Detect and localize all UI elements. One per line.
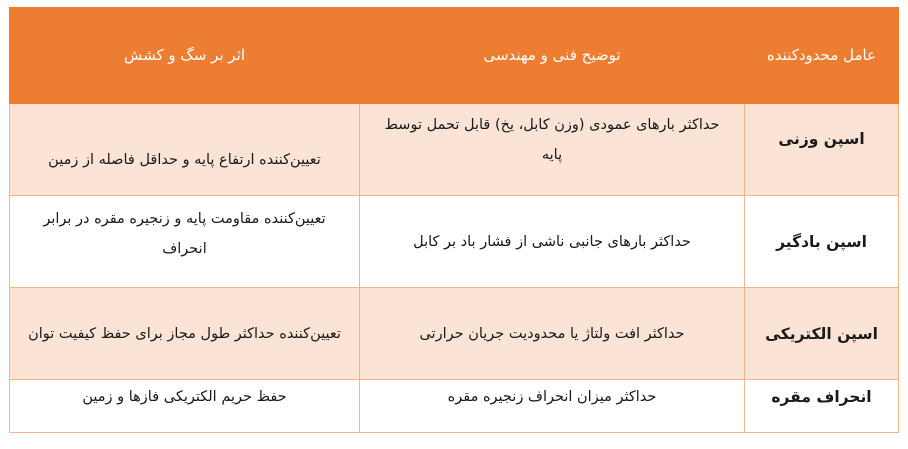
table-container — [9, 7, 898, 433]
table-row — [10, 196, 899, 288]
cell-description: حداکثر افت ولتاژ یا محدودیت جریان حرارتی — [360, 288, 745, 380]
cell-impact: تعیین‌کننده حداکثر طول مجاز برای حفظ کیفیت توان — [10, 288, 360, 380]
cell-factor: اسپن وزنی — [745, 104, 899, 196]
cell-impact: حفظ حریم الکتریکی فازها و زمین — [10, 380, 360, 433]
cell-description: حداکثر بارهای عمودی (وزن کابل، یخ) قابل تحمل توسط پایه — [360, 104, 745, 196]
header-factor: عامل محدودکننده — [745, 8, 899, 104]
table-header-row — [10, 8, 899, 104]
cell-impact: تعیین‌کننده مقاومت پایه و زنجیره مقره در برابر انحراف — [10, 196, 360, 288]
table-row — [10, 288, 899, 380]
span-factors-table — [9, 7, 899, 433]
header-description: توضیح فنی و مهندسی — [360, 8, 745, 104]
header-impact: اثر بر سگ و کشش — [10, 8, 360, 104]
cell-impact: تعیین‌کننده ارتفاع پایه و حداقل فاصله از زمین — [10, 104, 360, 196]
table-row — [10, 104, 899, 196]
table-row — [10, 380, 899, 433]
cell-factor: اسپن بادگیر — [745, 196, 899, 288]
cell-factor: اسپن الکتریکی — [745, 288, 899, 380]
cell-description: حداکثر بارهای جانبی ناشی از فشار باد بر کابل — [360, 196, 745, 288]
cell-factor: انحراف مقره — [745, 380, 899, 433]
cell-description: حداکثر میزان انحراف زنجیره مقره — [360, 380, 745, 433]
